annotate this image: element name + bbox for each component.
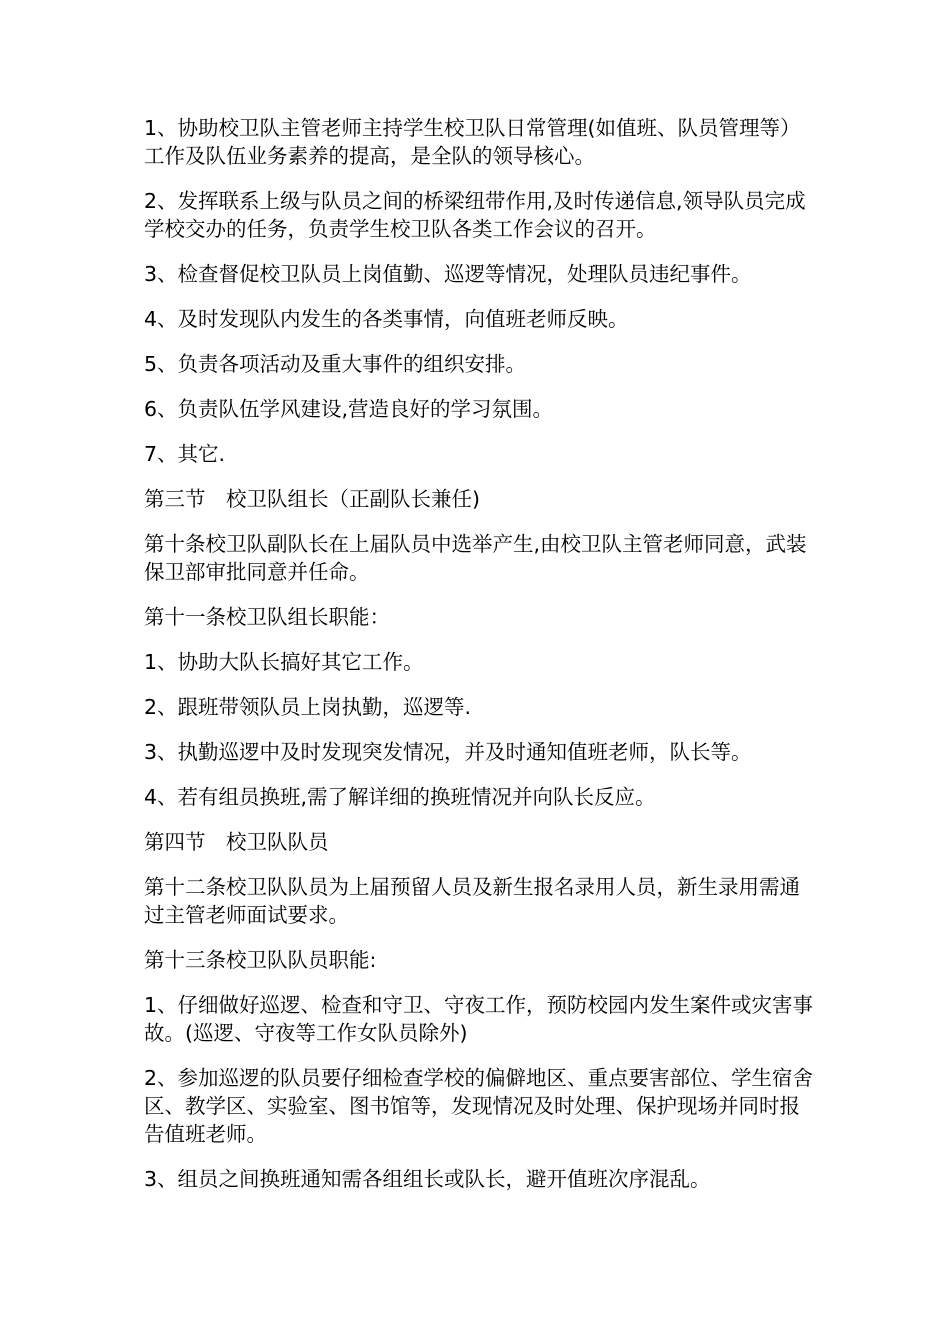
article-paragraph: 第十二条校卫队队员为上届预留人员及新生报名录用人员，新生录用需通过主管老师面试要求。 bbox=[144, 875, 800, 927]
list-item: 3、执勤巡逻中及时发现突发情况，并及时通知值班老师，队长等。 bbox=[144, 740, 752, 764]
list-item: 6、负责队伍学风建设,营造良好的学习氛围。 bbox=[144, 397, 554, 421]
list-item: 2、发挥联系上级与队员之间的桥梁纽带作用,及时传递信息,领导队员完成学校交办的任务，负责学生校卫队各类工作会议的召开。 bbox=[144, 189, 806, 241]
article-paragraph: 第十条校卫队副队长在上届队员中选举产生,由校卫队主管老师同意，武装保卫部审批同意并任命。 bbox=[144, 532, 807, 584]
list-item: 4、若有组员换班,需了解详细的换班情况并向队长反应。 bbox=[144, 785, 656, 809]
list-item: 7、其它. bbox=[144, 442, 226, 466]
list-item: 5、负责各项活动及重大事件的组织安排。 bbox=[144, 352, 527, 376]
article-paragraph: 第十三条校卫队队员职能: bbox=[144, 948, 377, 972]
list-item: 3、组员之间换班通知需各组组长或队长，避开值班次序混乱。 bbox=[144, 1167, 711, 1191]
list-item: 4、及时发现队内发生的各类事情，向值班老师反映。 bbox=[144, 307, 629, 331]
list-item: 1、协助校卫队主管老师主持学生校卫队日常管理(如值班、队员管理等）工作及队伍业务素养的提高，是全队的领导核心。 bbox=[144, 116, 801, 168]
section-heading: 第三节 校卫队组长（正副队长兼任) bbox=[144, 487, 480, 511]
article-paragraph: 第十一条校卫队组长职能： bbox=[144, 605, 390, 629]
list-item: 1、仔细做好巡逻、检查和守卫、守夜工作，预防校园内发生案件或灾害事故。(巡逻、守夜等工作女队员除外) bbox=[144, 993, 814, 1045]
list-item: 1、协助大队长搞好其它工作。 bbox=[144, 650, 424, 674]
section-heading: 第四节 校卫队队员 bbox=[144, 830, 329, 854]
list-item: 2、跟班带领队员上岗执勤，巡逻等. bbox=[144, 695, 472, 719]
list-item: 2、参加巡逻的队员要仔细检查学校的偏僻地区、重点要害部位、学生宿舍区、教学区、实验室、图书馆等，发现情况及时处理、保护现场并同时报告值班老师。 bbox=[144, 1066, 814, 1146]
list-item: 3、检查督促校卫队员上岗值勤、巡逻等情况，处理队员违纪事件。 bbox=[144, 262, 752, 286]
document-body bbox=[144, 114, 814, 1210]
